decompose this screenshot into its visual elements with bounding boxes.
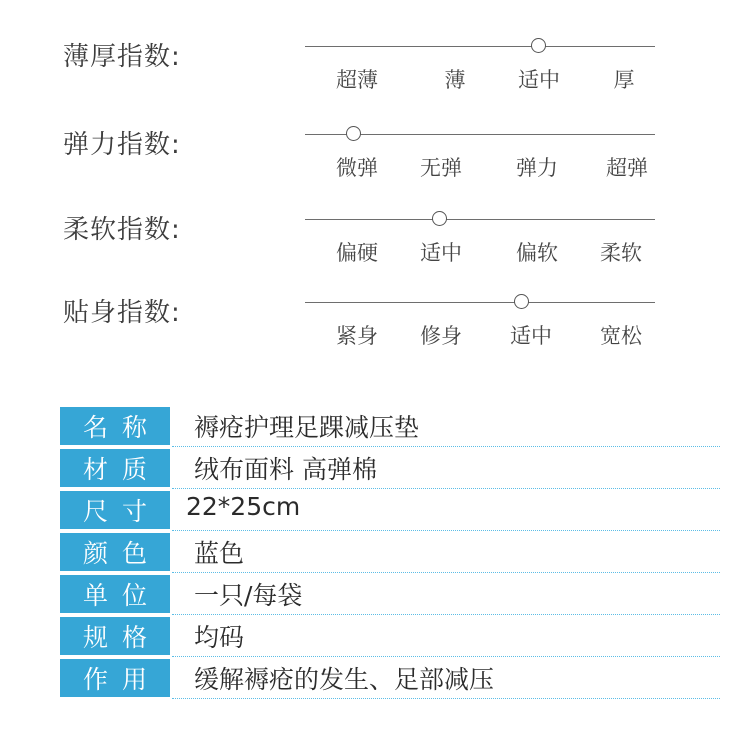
elasticity-index bbox=[0, 130, 750, 210]
elasticity-index-title: 弹力指数: bbox=[63, 130, 181, 160]
softness-label-1: 偏硬 bbox=[336, 241, 378, 265]
spec-value-spec: 均码 bbox=[194, 623, 245, 652]
spec-key-color: 颜色 bbox=[60, 533, 170, 571]
softness-label-4: 柔软 bbox=[600, 241, 642, 265]
spec-value-name: 褥疮护理足踝减压垫 bbox=[194, 413, 420, 442]
spec-value-function: 缓解褥疮的发生、足部减压 bbox=[194, 665, 495, 694]
spec-value-size: 22*25cm bbox=[186, 492, 301, 521]
thickness-knob bbox=[531, 38, 546, 53]
fit-label-4: 宽松 bbox=[600, 324, 642, 348]
spec-row-unit bbox=[60, 573, 720, 615]
softness-knob bbox=[432, 211, 447, 226]
spec-value-material: 绒布面料 高弹棉 bbox=[194, 455, 377, 484]
spec-key-function: 作用 bbox=[60, 659, 170, 697]
elasticity-label-3: 弹力 bbox=[516, 156, 558, 180]
softness-track bbox=[305, 219, 655, 220]
softness-index bbox=[0, 215, 750, 295]
elasticity-label-1: 微弹 bbox=[336, 156, 378, 180]
thickness-label-4: 厚 bbox=[613, 68, 635, 92]
fit-index bbox=[0, 298, 750, 378]
fit-label-2: 修身 bbox=[420, 324, 462, 348]
fit-label-3: 适中 bbox=[510, 324, 552, 348]
elasticity-label-4: 超弹 bbox=[606, 156, 648, 180]
fit-knob bbox=[514, 294, 529, 309]
thickness-index bbox=[0, 42, 750, 122]
spec-table bbox=[60, 405, 720, 699]
fit-label-1: 紧身 bbox=[336, 324, 378, 348]
spec-row-size bbox=[60, 489, 720, 531]
spec-key-name: 名称 bbox=[60, 407, 170, 445]
thickness-label-1: 超薄 bbox=[336, 68, 378, 92]
fit-track bbox=[305, 302, 655, 303]
fit-index-title: 贴身指数: bbox=[63, 298, 181, 328]
spec-row-spec bbox=[60, 615, 720, 657]
softness-label-3: 偏软 bbox=[516, 241, 558, 265]
spec-row-color bbox=[60, 531, 720, 573]
dotted-divider bbox=[172, 698, 720, 699]
spec-row-function bbox=[60, 657, 720, 699]
spec-key-unit: 单位 bbox=[60, 575, 170, 613]
softness-label-2: 适中 bbox=[420, 241, 462, 265]
elasticity-label-2: 无弹 bbox=[420, 156, 462, 180]
thickness-track bbox=[305, 46, 655, 47]
spec-value-unit: 一只/每袋 bbox=[194, 581, 303, 610]
elasticity-track bbox=[305, 134, 655, 135]
spec-key-size: 尺寸 bbox=[60, 491, 170, 529]
thickness-index-title: 薄厚指数: bbox=[63, 42, 181, 72]
softness-index-title: 柔软指数: bbox=[63, 215, 181, 245]
elasticity-knob bbox=[346, 126, 361, 141]
spec-row-material bbox=[60, 447, 720, 489]
spec-value-color: 蓝色 bbox=[194, 539, 245, 568]
spec-key-material: 材质 bbox=[60, 449, 170, 487]
thickness-label-3: 适中 bbox=[518, 68, 560, 92]
thickness-label-2: 薄 bbox=[444, 68, 466, 92]
spec-row-name bbox=[60, 405, 720, 447]
spec-key-spec: 规格 bbox=[60, 617, 170, 655]
